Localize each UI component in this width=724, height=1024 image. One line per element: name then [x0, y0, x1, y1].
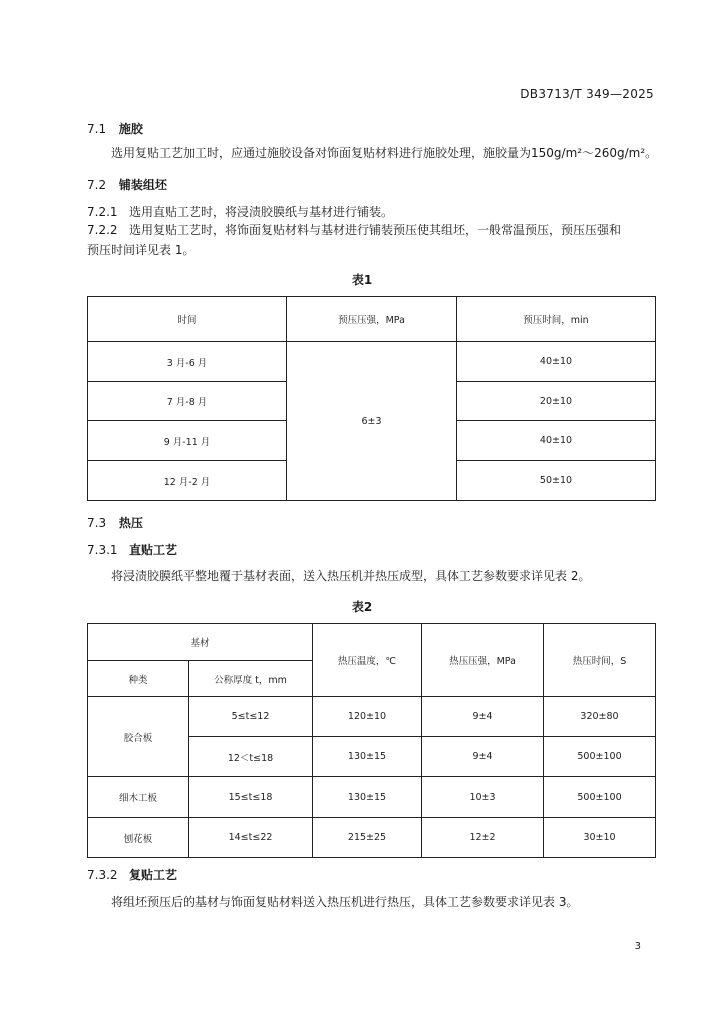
table-2 [87, 623, 656, 858]
time-cell: 9 月-11 月 [88, 421, 287, 461]
clause-7-2-2 [87, 220, 667, 241]
time-cell: 500±100 [544, 777, 656, 818]
section-7-2-heading [87, 176, 167, 193]
table-1 [87, 296, 656, 501]
section-number: 7.1 [87, 122, 107, 136]
clause-text: 选用直贴工艺时，将浸渍胶膜纸与基材进行铺装。 [129, 205, 394, 219]
clause-text: 选用复贴工艺时，将饰面复贴材料与基材进行铺装预压使其组坯，一般常温预压，预压压强和 [129, 223, 622, 237]
table-1-caption: 表1 [351, 273, 373, 287]
type-cell: 细木工板 [88, 777, 189, 818]
section-number: 7.3 [87, 516, 107, 530]
time-cell: 7 月-8 月 [88, 382, 287, 421]
thickness-header: 公称厚度 t，mm [189, 661, 313, 697]
section-7-3-1-heading [87, 541, 177, 558]
duration-cell: 50±10 [457, 461, 656, 501]
document-id: DB3713/T 349—2025 [520, 87, 654, 101]
time-cell: 320±80 [544, 697, 656, 737]
temperature-cell: 130±15 [313, 777, 422, 818]
section-title: 直贴工艺 [129, 543, 178, 557]
table-row [88, 777, 656, 818]
table-row [88, 818, 656, 858]
table-header-row [88, 624, 656, 661]
pressure-header: 热压压强，MPa [422, 624, 544, 697]
type-header: 种类 [88, 661, 189, 697]
temperature-header: 热压温度，℃ [313, 624, 422, 697]
section-title: 热压 [118, 516, 143, 530]
time-header: 热压时间，S [544, 624, 656, 697]
table-row [88, 342, 656, 382]
column-header: 预压压强，MPa [287, 297, 457, 342]
thickness-cell: 14≤t≤22 [189, 818, 313, 858]
clause-number: 7.2.1 [87, 205, 118, 219]
time-cell: 3 月-6 月 [88, 342, 287, 382]
type-cell: 胶合板 [88, 697, 189, 777]
section-7-3-heading [87, 514, 143, 531]
pressure-cell: 6±3 [287, 342, 457, 501]
pressure-cell: 12±2 [422, 818, 544, 858]
page-number: 3 [634, 941, 641, 952]
section-7-1-paragraph: 选用复贴工艺加工时，应通过施胶设备对饰面复贴材料进行施胶处理，施胶量为150g/m²～260g/m²。 [111, 146, 658, 160]
table-row [88, 697, 656, 737]
time-cell: 30±10 [544, 818, 656, 858]
duration-cell: 40±10 [457, 342, 656, 382]
duration-cell: 20±10 [457, 382, 656, 421]
section-number: 7.3.1 [87, 543, 118, 557]
section-7-3-2-paragraph: 将组坯预压后的基材与饰面复贴材料送入热压机进行热压，具体工艺参数要求详见表 3。 [111, 895, 579, 909]
thickness-cell: 12＜t≤18 [189, 737, 313, 777]
pressure-cell: 9±4 [422, 697, 544, 737]
table-header-row [88, 297, 656, 342]
table-2-caption: 表2 [351, 600, 373, 614]
clause-7-2-2-continued: 预压时间详见表 1。 [87, 243, 195, 257]
clause-number: 7.2.2 [87, 223, 118, 237]
section-title: 复贴工艺 [129, 868, 178, 882]
section-title: 铺装组坯 [118, 178, 167, 192]
pressure-cell: 10±3 [422, 777, 544, 818]
duration-cell: 40±10 [457, 421, 656, 461]
section-number: 7.2 [87, 178, 107, 192]
type-cell: 刨花板 [88, 818, 189, 858]
time-cell: 500±100 [544, 737, 656, 777]
temperature-cell: 215±25 [313, 818, 422, 858]
section-title: 施胶 [118, 122, 143, 136]
section-7-3-2-heading [87, 866, 177, 883]
pressure-cell: 9±4 [422, 737, 544, 777]
column-header: 预压时间，min [457, 297, 656, 342]
temperature-cell: 130±15 [313, 737, 422, 777]
section-7-3-1-paragraph: 将浸渍胶膜纸平整地覆于基材表面，送入热压机并热压成型，具体工艺参数要求详见表 2。 [111, 569, 591, 583]
section-7-1-heading [87, 120, 143, 137]
temperature-cell: 120±10 [313, 697, 422, 737]
thickness-cell: 5≤t≤12 [189, 697, 313, 737]
column-header: 时间 [88, 297, 287, 342]
time-cell: 12 月-2 月 [88, 461, 287, 501]
section-number: 7.3.2 [87, 868, 118, 882]
thickness-cell: 15≤t≤18 [189, 777, 313, 818]
substrate-header: 基材 [88, 624, 313, 661]
